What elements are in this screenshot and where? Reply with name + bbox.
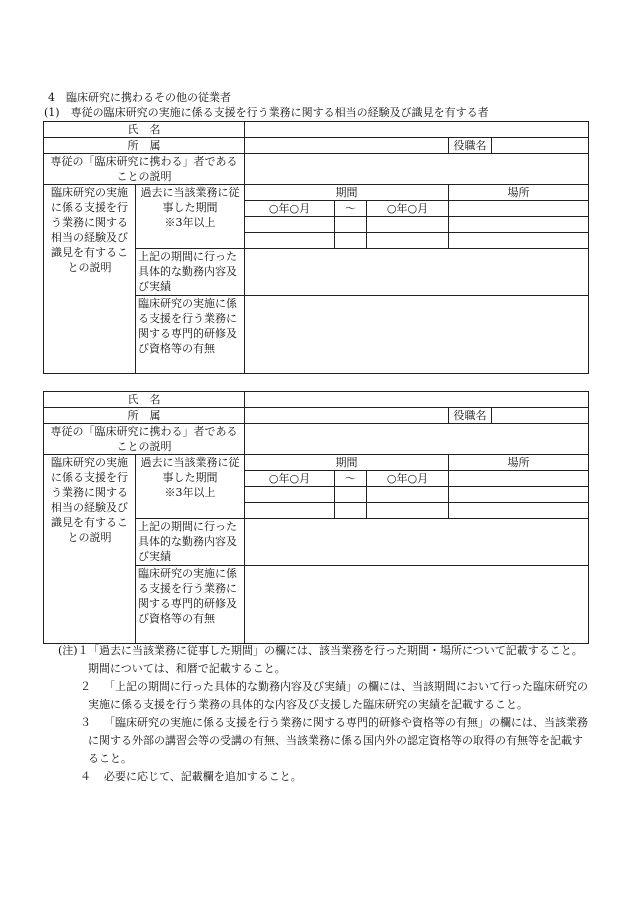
tilde-cell [335, 233, 367, 249]
dedicated-explanation-label: 専従の「臨床研究に携わる」者であることの説明 [44, 424, 245, 455]
training-field[interactable] [245, 296, 589, 374]
tilde-cell [335, 487, 367, 503]
date-from-field[interactable] [245, 233, 335, 249]
note-3 [58, 714, 593, 768]
date-tilde: 〜 [335, 201, 367, 217]
note-text: 「上記の期間に行った具体的な勤務内容及び実績」の欄には、当該期間において行った臨床研究の実施に係る支援を行う業務の具体的な内容及び支援した臨床研究の実績を記載すること。 [88, 680, 588, 711]
note-number: (注)１ [58, 644, 89, 657]
training-label: 臨床研究の実施に係る支援を行う業務に関する専門的研修及び資格等の有無 [136, 566, 245, 644]
date-tilde: 〜 [335, 471, 367, 487]
position-cell [449, 138, 589, 154]
past-period-note: ※3年以上 [164, 216, 216, 229]
date-to-field[interactable] [367, 503, 449, 519]
date-from-field[interactable] [245, 217, 335, 233]
training-label: 臨床研究の実施に係る支援を行う業務に関する専門的研修及び資格等の有無 [136, 296, 245, 374]
notes-section [58, 642, 593, 786]
place-field[interactable] [449, 217, 589, 233]
dedicated-explanation-label: 専従の「臨床研究に携わる」者であることの説明 [44, 154, 245, 185]
date-to-field[interactable] [367, 487, 449, 503]
position-cell [449, 408, 589, 424]
note-text: 必要に応じて、記載欄を追加すること。 [104, 770, 302, 783]
dedicated-explanation-field[interactable] [245, 424, 589, 455]
duties-label: 上記の期間に行った具体的な勤務内容及び実績 [136, 249, 245, 296]
place-header: 場所 [449, 185, 589, 201]
duties-field[interactable] [245, 519, 589, 566]
note-4 [58, 768, 593, 786]
experience-explanation-label: 臨床研究の実施に係る支援を行う業務に関する相当の経験及び識見を有することの説明 [44, 455, 136, 644]
name-label: 氏 名 [44, 392, 245, 408]
place-field[interactable] [449, 487, 589, 503]
duties-field[interactable] [245, 249, 589, 296]
past-period-label [136, 185, 245, 249]
position-label: 役職名 [449, 408, 492, 423]
staff-form-2 [43, 391, 589, 644]
date-from[interactable]: ○年○月 [245, 471, 335, 487]
experience-explanation-label: 臨床研究の実施に係る支援を行う業務に関する相当の経験及び識見を有することの説明 [44, 185, 136, 374]
note-number: ３ [80, 716, 91, 729]
position-label: 役職名 [449, 138, 492, 153]
note-text: 「過去に当該業務に従事した期間」の欄には、該当業務を行った期間・場所について記載すること。期間については、和暦で記載すること。 [88, 644, 583, 675]
staff-form-1 [43, 121, 589, 374]
tilde-cell [335, 503, 367, 519]
affiliation-field[interactable] [245, 138, 449, 154]
place-field[interactable] [449, 233, 589, 249]
duties-label: 上記の期間に行った具体的な勤務内容及び実績 [136, 519, 245, 566]
position-field[interactable] [492, 408, 589, 423]
place-field[interactable] [449, 471, 589, 487]
past-period-note: ※3年以上 [164, 486, 216, 499]
past-period-label-text: 過去に当該業務に従事した期間 [140, 456, 240, 484]
note-number: ２ [80, 680, 91, 693]
note-1 [58, 642, 593, 678]
affiliation-label: 所 属 [44, 408, 245, 424]
date-from-field[interactable] [245, 503, 335, 519]
name-label: 氏 名 [44, 122, 245, 138]
place-field[interactable] [449, 503, 589, 519]
subsection-title: (1) 専従の臨床研究の実施に係る支援を行う業務に関する相当の経験及び識見を有する者 [44, 106, 489, 119]
date-to-field[interactable] [367, 217, 449, 233]
dedicated-explanation-field[interactable] [245, 154, 589, 185]
affiliation-label: 所 属 [44, 138, 245, 154]
date-to[interactable]: ○年○月 [367, 201, 449, 217]
past-period-label [136, 455, 245, 519]
place-field[interactable] [449, 201, 589, 217]
date-from[interactable]: ○年○月 [245, 201, 335, 217]
note-text: 「臨床研究の実施に係る支援を行う業務に関する専門的研修や資格等の有無」の欄には、当該業務に関する外部の講習会等の受講の有無、当該業務に係る国内外の認定資格等の取得の有無等を記載すること。 [88, 716, 588, 765]
date-from-field[interactable] [245, 487, 335, 503]
place-header: 場所 [449, 455, 589, 471]
section-title: 4 臨床研究に携わるその他の従業者 [48, 91, 231, 104]
period-header: 期間 [245, 455, 449, 471]
position-field[interactable] [492, 138, 589, 153]
note-2 [58, 678, 593, 714]
name-field[interactable] [245, 392, 589, 408]
note-number: ４ [80, 770, 91, 783]
period-header: 期間 [245, 185, 449, 201]
affiliation-field[interactable] [245, 408, 449, 424]
past-period-label-text: 過去に当該業務に従事した期間 [140, 186, 240, 214]
tilde-cell [335, 217, 367, 233]
training-field[interactable] [245, 566, 589, 644]
date-to[interactable]: ○年○月 [367, 471, 449, 487]
date-to-field[interactable] [367, 233, 449, 249]
name-field[interactable] [245, 122, 589, 138]
